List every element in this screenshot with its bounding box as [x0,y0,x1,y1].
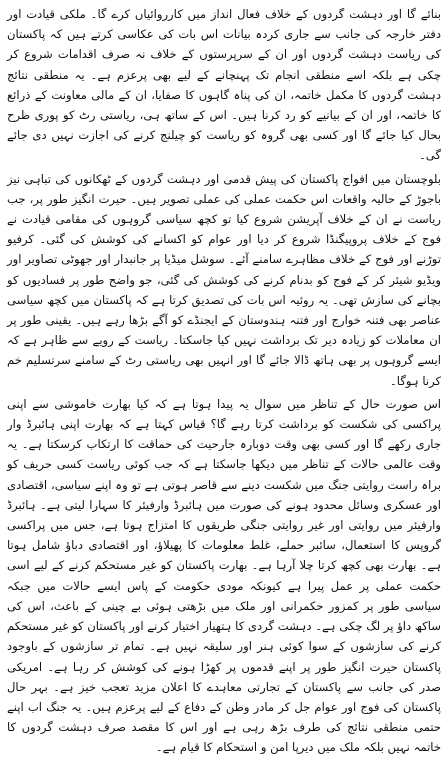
article-paragraph-3: اس صورت حال کے تناظر میں سوال یہ پیدا ہوتا ہے کہ کیا بھارت خاموشی سے اپنی پراکسی کی شکست کو برداشت کرتا رہے گا؟ قیاس کہتا ہے کہ بھارت اپنی ہائبرڈ وار جاری رکھے گا اور کسی بھی وقت دوبارہ جارحیت کی حماقت کا ارتکاب کرسکتا ہے۔ یہ وقت عالمی حالات کے تناظر میں دیکھا جاسکتا ہے کہ جب کوئی ریاست کسی حریف کو براہ راست روایتی جنگ میں شکست دینے سے قاصر ہوتی ہے تو وہ اپنے سیاسی، اقتصادی اور عسکری وسائل محدود ہونے کی صورت میں ہائبرڈ وارفیئر کا سہارا لیتی ہے۔ ہائبرڈ وارفیئر میں روایتی اور غیر روایتی جنگی طریقوں کا امتزاج ہوتا ہے، جس میں پراکسی گروپس کا استعمال، سائبر حملے، غلط معلومات کا پھیلاؤ، اور اقتصادی دباؤ شامل ہوتا ہے۔ بھارت بھی کچھ کرتا چلا آرہا ہے۔ بھارت پاکستان کو غیر مستحکم کرنے کے لیے اسی حکمت عملی پر عمل پیرا ہے کیونکہ مودی حکومت کے پاس ایسے حالات میں جبکہ سیاسی طور پر کمزور حکمرانی اور ملک میں بڑھتی ہوئی بے چینی کے باعث، اس کی ساکھ داؤ پر لگ چکی ہے۔ دہشت گردی کا ہتھیار اختیار کرنے اور پاکستان کو غیر مستحکم کرنے کی سازشوں کے سوا کوئی ہنر اور سلیقہ نہیں ہے۔ تمام تر سازشوں کے باوجود پاکستان حیرت انگیز طور پر اپنے قدموں پر کھڑا ہونے کی کوشش کر رہا ہے۔ امریکی صدر کی جانب سے پاکستان کے تجارتی معاہدے کا اعلان مزید تعجب خیز ہے۔ بہر حال پاکستان کی فوج اور عوام جل کر مادر وطن کے دفاع کے لیے پرعزم ہیں۔ یہ جنگ اب اپنے حتمی منطقی نتائج کی طرف بڑھ رہی ہے اور اس کا مقصد صرف دہشت گردوں کا خاتمہ نہیں بلکہ ملک میں دیرپا امن و استحکام کا قیام ہے۔ [7,396,441,755]
article-paragraph-2: بلوچستان میں افواج پاکستان کی پیش قدمی اور دہشت گردوں کے ٹھکانوں کی تباہی نیز باجوڑ کے حالیہ واقعات اس حکمت عملی کی عملی تصویر ہیں۔ حیرت انگیز طور پر، جب ریاست نے ان کے خلاف آپریشن شروع کیا تو کچھ سیاسی گروہوں کی مقامی قیادت نے فوج کے خلاف پروپیگنڈا شروع کر دیا اور عوام کو اکسانے کی کوشش کی گئی۔ کرفیو توڑنے اور فوج کے خلاف مظاہرے سامنے آئے۔ سوشل میڈیا پر جانبدار اور جھوٹی تصاویر اور ویڈیو شیئر کر کے فوج کو بدنام کرنے کی کوشش کی گئی، جو واضح طور پر فسادیوں کو بچانے کی سازش تھی۔ یہ روئیہ اس بات کی تصدیق کرتا ہے کہ پاکستان میں کچھ سیاسی عناصر بھی فتنہ خوارج اور فتنہ ہندوستان کے ایجنڈے کو آگے بڑھا رہے ہیں۔ یقینی طور پر ان معاملات کو زیادہ دیر تک برداشت نہیں کیا جاسکتا۔ ریاست کے رویے سے ظاہر ہے کہ ایسے گروہوں پر بھی ہاتھ ڈالا جائے گا اور انہیں بھی ریاستی رٹ کے سامنے سرتسلیم خم کرنا ہوگا۔ [7,171,441,388]
article-paragraph-1: بنائے گا اور دہشت گردوں کے خلاف فعال انداز میں کارروائیاں کرے گا۔ ملکی قیادت اور دفتر خارجہ کی جانب سے جاری کردہ بیانات اس بات کی عکاسی کرتے ہیں کہ پاکستان کی ریاست دہشت گردوں اور ان کے سرپرستوں کے خلاف نہ صرف اقدامات شروع کر چکی ہے بلکہ اسے منطقی انجام تک پہنچانے کے لیے بھی پرعزم ہے۔ یہ منطقی نتائج دہشت گردوں کا مکمل خاتمہ، ان کی پناہ گاہوں کا صفایا، ان کے مالی معاونت کے ذرائع کا خاتمہ، اور ان کے بیانیے کو رد کرنا ہیں۔ اس کے ساتھ ہی، ریاستی رٹ کو پوری طرح بحال کیا جائے گا اور کسی بھی گروہ کو ریاست کو چیلنج کرنے کی اجازت نہیں دی جائے گی۔ [7,7,441,163]
